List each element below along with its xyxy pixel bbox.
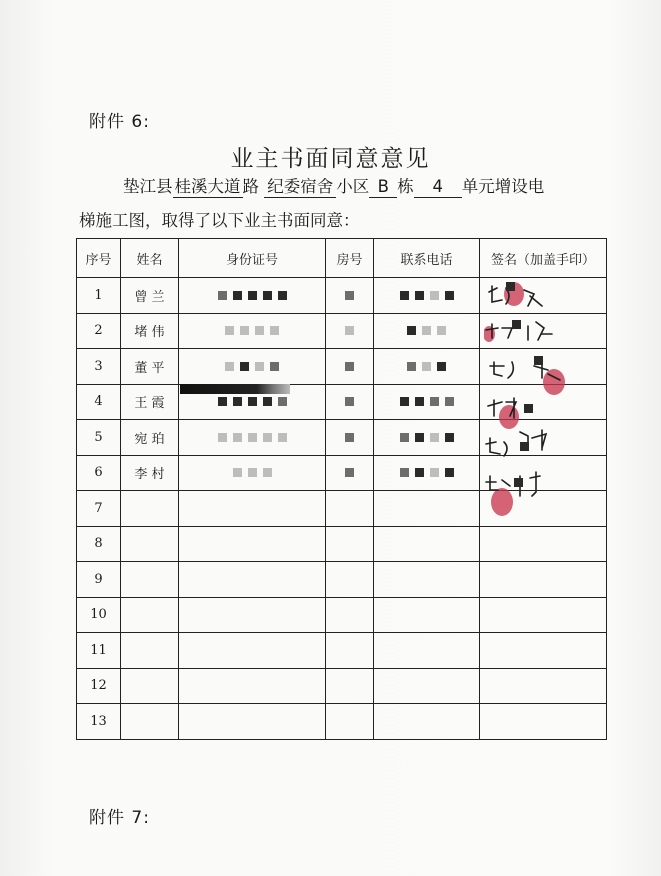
redaction-mark <box>534 356 543 365</box>
row-number: 8 <box>77 526 121 562</box>
row-number: 13 <box>77 704 121 740</box>
redaction-mark <box>524 404 533 413</box>
table-row <box>77 562 607 598</box>
fingerprint <box>491 488 513 516</box>
header-seq: 序号 <box>77 239 121 278</box>
attachment-label-bottom: 附件 7: <box>89 808 150 828</box>
building-suffix: 栋 <box>397 177 414 196</box>
owner-name <box>121 597 179 633</box>
county-text: 垫江县 <box>123 177 173 196</box>
id-number-redacted <box>179 349 326 385</box>
id-number-redacted <box>179 420 326 456</box>
fingerprint <box>543 369 565 395</box>
owner-name <box>121 704 179 740</box>
owner-name: 宛 珀 <box>121 420 179 456</box>
header-phone: 联系电话 <box>374 239 480 278</box>
row-number: 7 <box>77 491 121 527</box>
header-name: 姓名 <box>121 239 179 278</box>
header-id-number: 身份证号 <box>179 239 326 278</box>
room-redacted <box>326 384 374 420</box>
row-number: 4 <box>77 384 121 420</box>
redaction-bar <box>180 384 290 394</box>
redaction-mark <box>514 478 523 487</box>
owner-name <box>121 526 179 562</box>
row-number: 1 <box>77 278 121 314</box>
room-redacted <box>326 278 374 314</box>
phone-redacted <box>374 313 480 349</box>
owner-name: 堵 伟 <box>121 313 179 349</box>
owner-name <box>121 562 179 598</box>
owner-name: 董 平 <box>121 349 179 385</box>
phone-redacted <box>374 420 480 456</box>
table-row <box>77 597 607 633</box>
phone-redacted <box>374 384 480 420</box>
redaction-mark <box>520 442 529 451</box>
row-number: 5 <box>77 420 121 456</box>
signature-redaction-marks <box>506 282 543 487</box>
handwritten-signatures-and-fingerprints <box>484 282 579 522</box>
row-number: 6 <box>77 455 121 491</box>
row-number: 9 <box>77 562 121 598</box>
room-redacted <box>326 349 374 385</box>
id-number-redacted <box>179 278 326 314</box>
redaction-mark <box>506 282 515 291</box>
intro-line-2: 梯施工图，取得了以下业主书面同意： <box>79 211 360 230</box>
document-title: 业主书面同意意见 <box>230 146 431 172</box>
owner-name: 王 霞 <box>121 384 179 420</box>
unit-field: 4 <box>414 177 462 198</box>
table-row <box>77 668 607 704</box>
row-number: 12 <box>77 668 121 704</box>
id-number-redacted <box>179 313 326 349</box>
road-suffix: 路 <box>242 177 259 196</box>
fingerprint-marks <box>484 282 565 516</box>
fingerprint <box>499 405 519 429</box>
row-number: 2 <box>77 313 121 349</box>
table-row <box>77 633 607 669</box>
room-redacted <box>326 313 374 349</box>
owner-name <box>121 668 179 704</box>
row-number: 10 <box>77 597 121 633</box>
row-number: 3 <box>77 349 121 385</box>
header-signature: 签名（加盖手印） <box>480 239 607 278</box>
owner-name <box>121 633 179 669</box>
table-row <box>77 704 607 740</box>
id-number-redacted <box>179 455 326 491</box>
intro-line-1 <box>123 173 544 198</box>
phone-redacted <box>374 278 480 314</box>
row-number: 11 <box>77 633 121 669</box>
road-field: 桂溪大道 <box>174 177 241 196</box>
phone-redacted <box>374 349 480 385</box>
room-redacted <box>326 420 374 456</box>
signature-stroke <box>486 430 546 456</box>
complex-field: 纪委宿舍 <box>264 177 336 198</box>
table-row <box>77 526 607 562</box>
unit-suffix: 单元增设电 <box>461 177 545 196</box>
room-redacted <box>326 455 374 491</box>
owner-name: 李 村 <box>121 455 179 491</box>
building-field: B <box>369 177 397 198</box>
table-header-row <box>77 239 607 278</box>
redaction-mark <box>512 320 521 329</box>
owner-name: 曾 兰 <box>121 278 179 314</box>
attachment-label-top: 附件 6: <box>89 112 150 132</box>
phone-redacted <box>374 455 480 491</box>
header-room: 房号 <box>326 239 374 278</box>
complex-suffix: 小区 <box>336 177 370 196</box>
owner-name <box>121 491 179 527</box>
